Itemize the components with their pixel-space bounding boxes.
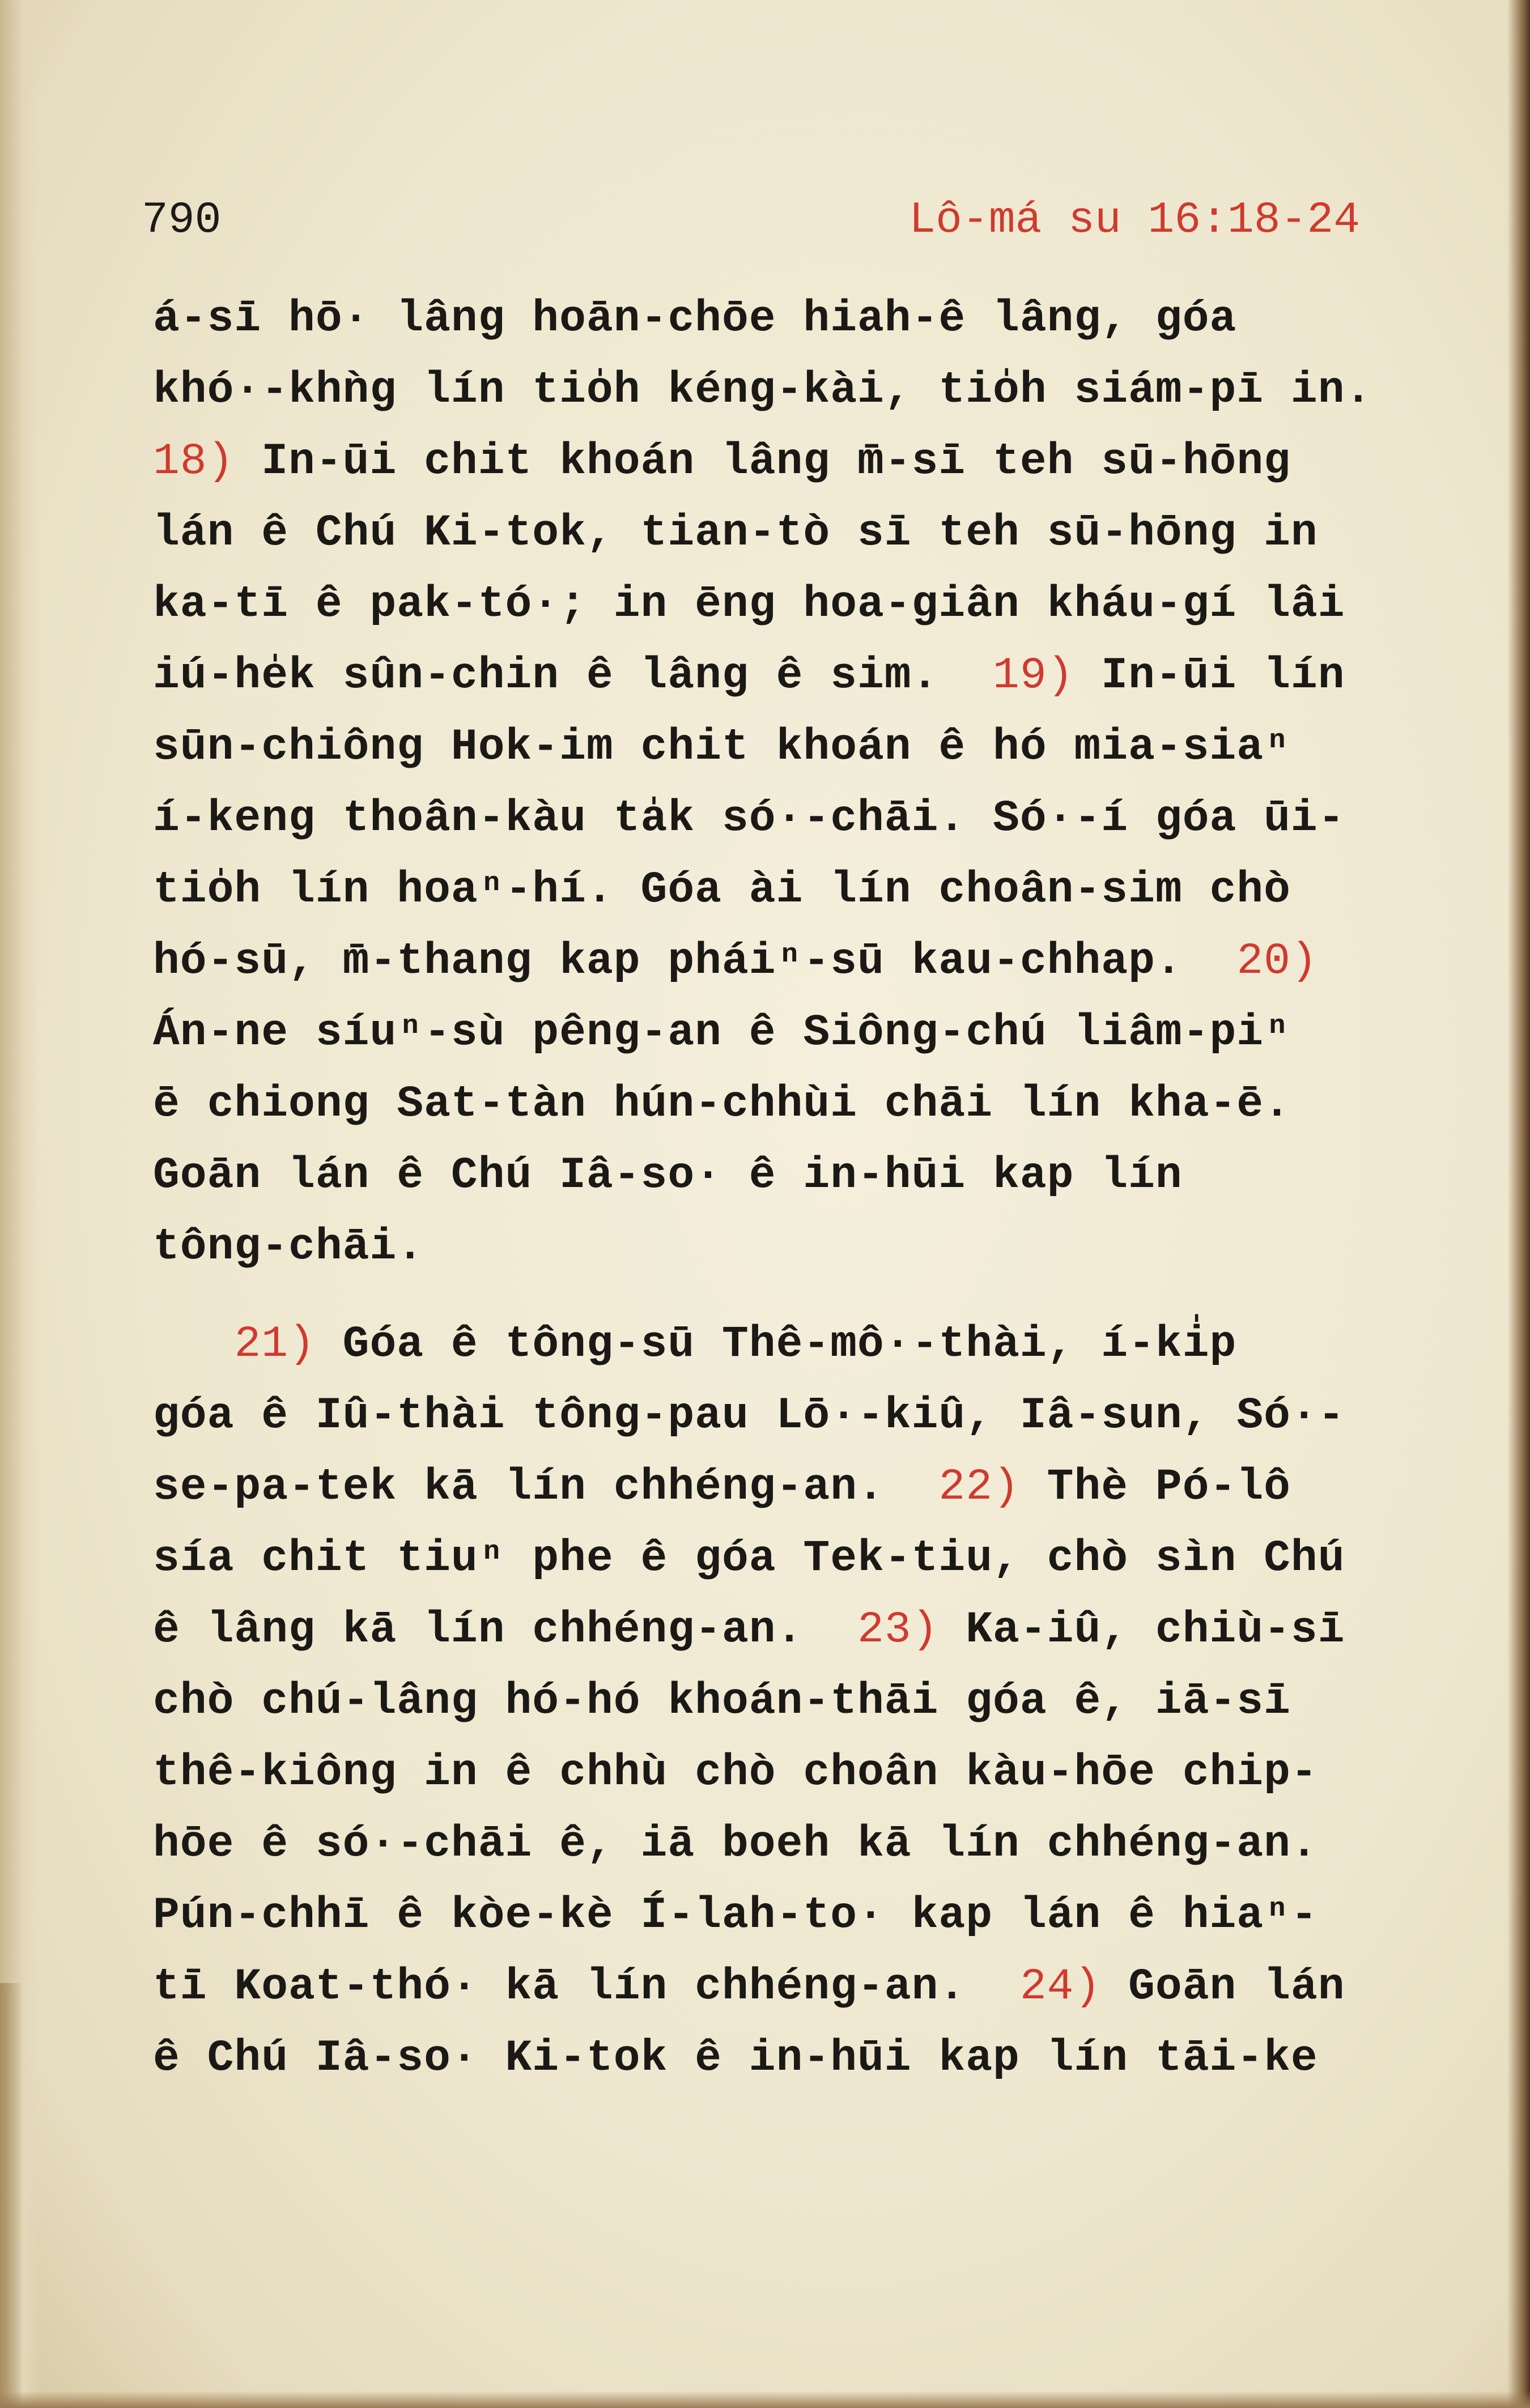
running-head: Lô-má su 16:18-24 (909, 195, 1360, 245)
line-text: hōe ê só·-chāi ê, iā boeh kā lín chhéng-an. (153, 1819, 1318, 1869)
text-line (153, 1452, 1434, 1523)
line-text: Pún-chhī ê kòe-kè Í-lah-to· kap lán ê hiaⁿ- (153, 1891, 1318, 1941)
line-text: ka-tī ê pak-tó·; in ēng hoa-giân kháu-gí lâi (153, 580, 1345, 629)
verse-number: 23) (857, 1605, 939, 1655)
line-text: ê lâng kā lín chhéng-an. (153, 1605, 857, 1655)
line-text: khó·-khǹg lín tio̍h kéng-kài, tio̍h siám-pī in. (153, 365, 1372, 415)
line-text: ê Chú Iâ-so· Ki-tok ê in-hūi kap lín tāi-ke (153, 2033, 1318, 2083)
verse-number: 18) (153, 437, 235, 487)
line-text: í-keng thoân-kàu ta̍k só·-chāi. Só·-í góa ūi- (153, 794, 1345, 844)
text-line (153, 355, 1434, 426)
text-line (153, 1380, 1434, 1452)
line-text: iú-he̍k sûn-chin ê lâng ê sim. (153, 651, 993, 701)
line-text: In-ūi lín (1074, 651, 1345, 701)
line-text: Án-ne síuⁿ-sù pêng-an ê Siông-chú liâm-piⁿ (153, 1008, 1291, 1058)
page-number: 790 (142, 195, 222, 245)
text-line (153, 283, 1434, 355)
line-text: góa ê Iû-thài tông-pau Lō·-kiû, Iâ-sun, Só·- (153, 1391, 1345, 1441)
page-header (142, 195, 1360, 258)
page-wear (0, 1983, 23, 2408)
text-line (153, 854, 1434, 926)
line-text: tī Koat-thó· kā lín chhéng-an. (153, 1962, 1020, 2012)
line-text: se-pa-tek kā lín chhéng-an. (153, 1462, 939, 1512)
line-text: Góa ê tông-sū Thê-mô·-thài, í-ki̍p (315, 1320, 1237, 1369)
page-edge (1507, 0, 1530, 2408)
body-text (153, 283, 1434, 2094)
text-line (153, 1809, 1434, 1880)
text-line (153, 1594, 1434, 1666)
text-line (153, 1737, 1434, 1809)
text-line (153, 426, 1434, 497)
line-text: Thè Pó-lô (1019, 1462, 1291, 1512)
line-text: Ka-iû, chiù-sī (938, 1605, 1345, 1655)
text-line (153, 783, 1434, 854)
line-text: lán ê Chú Ki-tok, tian-tò sī teh sū-hōng in (153, 508, 1318, 558)
text-line (153, 997, 1434, 1069)
verse-number: 21) (234, 1320, 316, 1369)
text-line (153, 1880, 1434, 1951)
line-text: In-ūi chit khoán lâng m̄-sī teh sū-hōng (234, 437, 1291, 487)
verse-number: 19) (993, 651, 1074, 701)
line-text: sūn-chiông Hok-im chit khoán ê hó mia-siaⁿ (153, 722, 1291, 772)
line-text: tông-chāi. (153, 1222, 424, 1272)
text-line (153, 497, 1434, 569)
text-line (153, 2023, 1434, 2094)
text-line (153, 640, 1434, 712)
verse-number: 20) (1236, 937, 1318, 986)
text-line (153, 1951, 1434, 2023)
text-line (153, 569, 1434, 640)
line-text: hó-sū, m̄-thang kap pháiⁿ-sū kau-chhap. (153, 937, 1237, 986)
text-line (153, 712, 1434, 783)
text-line (153, 1211, 1434, 1283)
verse-number: 24) (1019, 1962, 1102, 2012)
text-line (153, 1523, 1434, 1594)
line-text: sía chit tiuⁿ phe ê góa Tek-tiu, chò sìn Chú (153, 1534, 1345, 1584)
line-text: tio̍h lín hoaⁿ-hí. Góa ài lín choân-sim chò (153, 865, 1291, 915)
text-line (153, 926, 1434, 997)
text-line (153, 1140, 1434, 1211)
line-text: ē chiong Sat-tàn hún-chhùi chāi lín kha-ē. (153, 1079, 1291, 1129)
text-line (153, 1309, 1434, 1380)
line-text: thê-kiông in ê chhù chò choân kàu-hōe chip- (153, 1748, 1318, 1798)
text-line (153, 1069, 1434, 1140)
page-bottom-edge (0, 2391, 1530, 2408)
line-text: Goān lán (1101, 1962, 1345, 2012)
line-text: á-sī hō· lâng hoān-chōe hiah-ê lâng, góa (153, 294, 1237, 344)
line-text: chò chú-lâng hó-hó khoán-thāi góa ê, iā-sī (153, 1677, 1291, 1726)
verse-number: 22) (938, 1462, 1020, 1512)
line-text: Goān lán ê Chú Iâ-so· ê in-hūi kap lín (153, 1151, 1183, 1201)
text-line (153, 1666, 1434, 1737)
